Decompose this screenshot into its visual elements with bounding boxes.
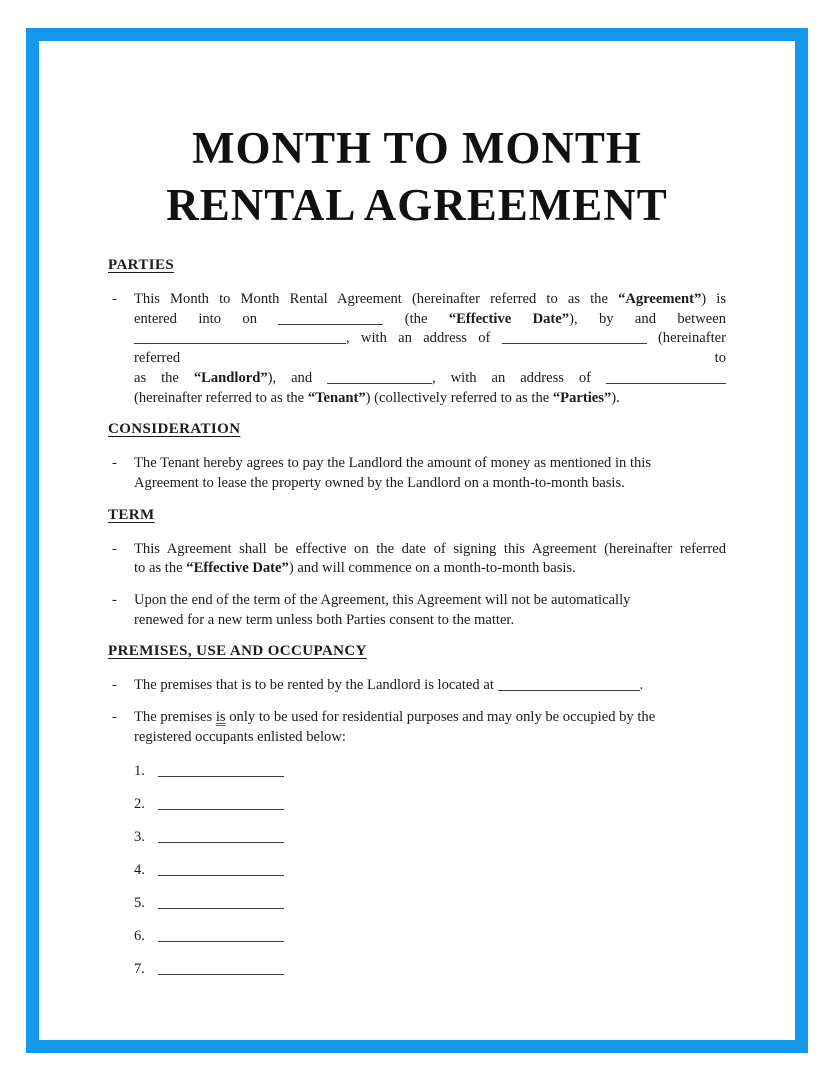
- text-line: [134, 474, 726, 494]
- bold-term: “Effective Date”: [186, 560, 289, 577]
- text-segment: ), and: [267, 369, 328, 386]
- bullet-dash: -: [112, 455, 117, 472]
- occupant-number: 6.: [134, 927, 145, 944]
- paragraph-lines: [134, 540, 726, 579]
- paragraph-lines: [134, 676, 726, 696]
- paragraph-lines: [134, 708, 726, 747]
- text-segment: The premises that is to be rented by the Landlord is located at: [134, 677, 498, 694]
- document-title-line-1: MONTH TO MONTH: [192, 123, 642, 173]
- text-line: [134, 540, 726, 560]
- text-line: [134, 728, 726, 748]
- text-line: [134, 329, 726, 368]
- paragraph-lines: [134, 591, 726, 630]
- text-segment: The Tenant hereby agrees to pay the Landlord the amount of money as mentioned in this: [134, 455, 652, 472]
- text-segment: to as the: [134, 560, 187, 577]
- bold-term: “Effective Date”: [448, 310, 570, 327]
- occupant-fill-in-blank[interactable]: [158, 762, 284, 777]
- bold-term: “Tenant”: [307, 389, 366, 406]
- text-segment: ) (collectively referred to as the: [365, 389, 553, 406]
- text-segment: registered occupants enlisted below:: [134, 728, 346, 745]
- occupant-list: [108, 762, 726, 980]
- bullet-dash: -: [112, 677, 117, 694]
- text-segment: The premises: [134, 709, 216, 726]
- text-segment: ) and will commence on a month-to-month basis.: [288, 560, 576, 577]
- text-line: [134, 454, 726, 474]
- text-segment: only to be used for residential purposes and may only be occupied by the: [225, 709, 656, 726]
- text-segment: ) is: [701, 291, 727, 307]
- occupant-number: 3.: [134, 828, 145, 845]
- text-segment: (hereinafter referred to: [134, 330, 726, 367]
- bullet-paragraph: [108, 540, 726, 579]
- occupant-number: 4.: [134, 861, 145, 878]
- text-segment: (the: [383, 310, 449, 327]
- fill-in-blank[interactable]: [502, 329, 647, 344]
- text-segment: This Agreement shall be effective on the date of signing this Agreement (hereinafter referred: [134, 540, 726, 557]
- text-segment: .: [639, 677, 644, 694]
- section-heading-parties: PARTIES: [108, 257, 175, 273]
- text-segment: ), by and between: [569, 310, 726, 327]
- text-segment: , with an address of: [432, 369, 606, 386]
- text-segment: This Month to Month Rental Agreement (hereinafter referred to as the: [134, 291, 619, 307]
- text-line: [134, 611, 726, 631]
- occupant-fill-in-blank[interactable]: [158, 894, 284, 909]
- fill-in-blank[interactable]: [606, 369, 726, 384]
- occupant-list-item: [134, 894, 726, 914]
- document-title-line-2: RENTAL AGREEMENT: [166, 180, 668, 230]
- bullet-paragraph: [108, 454, 726, 493]
- fill-in-blank[interactable]: [134, 329, 346, 344]
- text-line: [134, 591, 726, 611]
- bullet-dash: -: [112, 540, 117, 557]
- text-segment: entered into on: [134, 310, 279, 327]
- text-segment: as the: [134, 369, 194, 386]
- text-line: [134, 676, 726, 696]
- text-segment: , with an address of: [346, 330, 502, 347]
- bullet-dash: -: [112, 709, 117, 726]
- occupant-fill-in-blank[interactable]: [158, 861, 284, 876]
- bold-term: “Agreement”: [618, 291, 702, 307]
- occupant-list-item: [134, 960, 726, 980]
- text-segment: renewed for a new term unless both Parties consent to the matter.: [134, 611, 515, 628]
- fill-in-blank[interactable]: [498, 676, 640, 691]
- text-segment: Agreement to lease the property owned by the Landlord on a month-to-month basis.: [134, 474, 625, 491]
- occupant-fill-in-blank[interactable]: [158, 795, 284, 810]
- fill-in-blank[interactable]: [327, 369, 432, 384]
- occupant-list-item: [134, 762, 726, 782]
- bullet-paragraph: [108, 290, 726, 408]
- bullet-paragraph: [108, 676, 726, 696]
- text-line: [134, 559, 726, 579]
- occupant-number: 2.: [134, 795, 145, 812]
- paragraph-lines: [134, 290, 726, 408]
- text-line: [134, 369, 726, 389]
- text-line: [134, 708, 726, 728]
- document-content: [108, 0, 726, 993]
- text-segment: Upon the end of the term of the Agreement, this Agreement will not be automatically: [134, 592, 631, 609]
- occupant-list-item: [134, 861, 726, 881]
- bullet-paragraph: [108, 708, 726, 747]
- text-segment: (hereinafter referred to as the: [134, 389, 308, 406]
- text-line: [134, 310, 726, 330]
- text-line: [134, 389, 726, 409]
- occupant-list-item: [134, 828, 726, 848]
- text-segment: ).: [611, 389, 620, 406]
- paragraph-lines: [134, 454, 726, 493]
- occupant-list-item: [134, 927, 726, 947]
- bullet-dash: -: [112, 291, 117, 307]
- occupant-fill-in-blank[interactable]: [158, 960, 284, 975]
- occupant-fill-in-blank[interactable]: [158, 828, 284, 843]
- occupant-list-item: [134, 795, 726, 815]
- fill-in-blank[interactable]: [278, 310, 383, 325]
- occupant-number: 1.: [134, 762, 145, 779]
- document-title: [108, 120, 726, 234]
- section-heading-premises-use-and-occupancy: PREMISES, USE AND OCCUPANCY: [108, 643, 367, 660]
- bold-term: “Landlord”: [193, 369, 268, 386]
- bold-term: “Parties”: [552, 389, 612, 406]
- bullet-dash: -: [112, 592, 117, 609]
- bullet-paragraph: [108, 591, 726, 630]
- document-body: [108, 256, 726, 980]
- occupant-number: 5.: [134, 894, 145, 911]
- occupant-number: 7.: [134, 960, 145, 977]
- grammar-flagged-word: is: [215, 709, 226, 726]
- occupant-fill-in-blank[interactable]: [158, 927, 284, 942]
- text-line: [134, 290, 726, 310]
- section-heading-consideration: CONSIDERATION: [108, 421, 241, 438]
- section-heading-term: TERM: [108, 506, 155, 523]
